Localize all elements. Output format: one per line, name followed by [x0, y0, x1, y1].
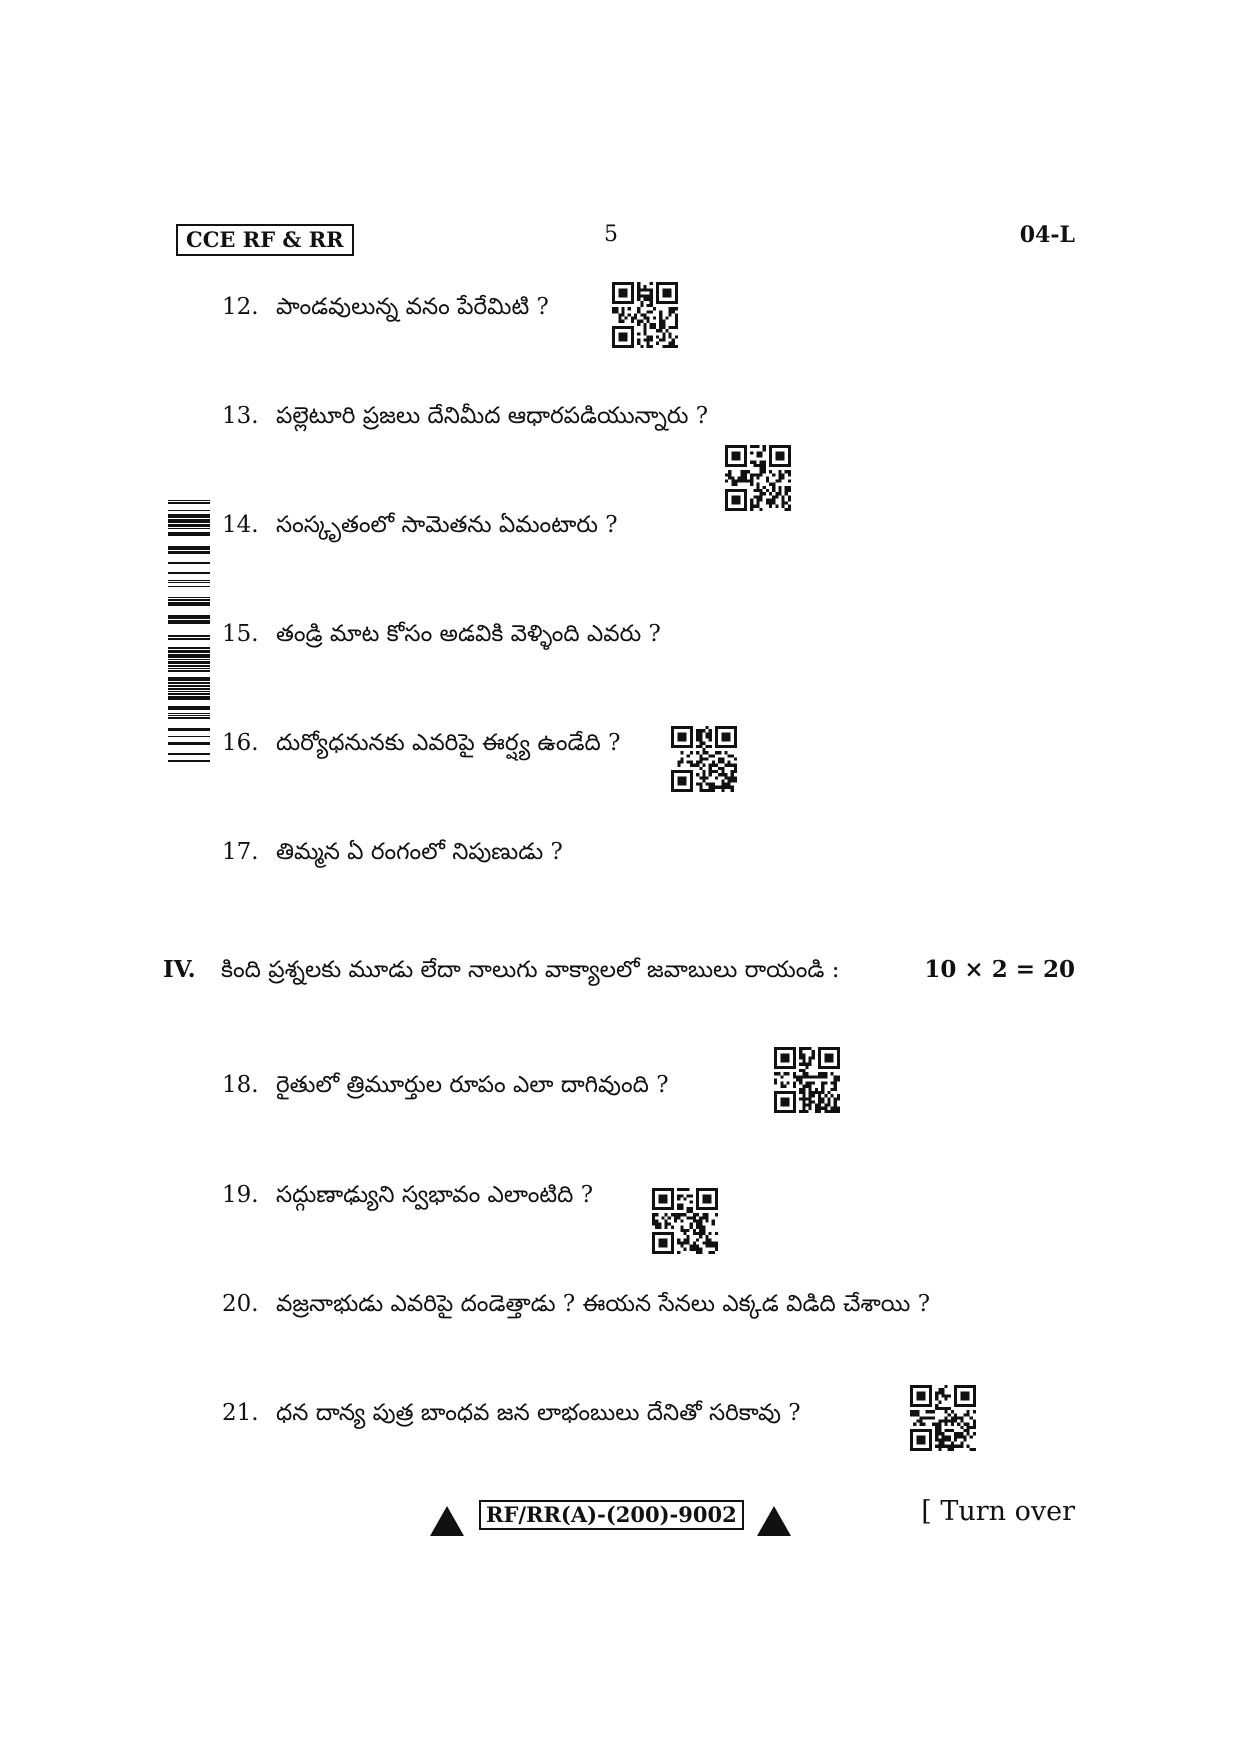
qr-code-icon [671, 724, 737, 794]
question-item [222, 1289, 930, 1319]
question-text: తిమ్మన ఏ రంగంలో నిపుణుడు ? [276, 839, 563, 865]
question-number: 18. [222, 1072, 259, 1098]
question-number: 21. [222, 1400, 259, 1426]
question-item [222, 1180, 593, 1210]
question-number: 13. [222, 403, 259, 429]
question-text: దుర్యోధనునకు ఎవరిపై ఈర్ష్య ఉండేది ? [276, 730, 621, 756]
question-number: 20. [222, 1291, 259, 1317]
question-item [222, 837, 563, 867]
question-number: 14. [222, 512, 259, 538]
question-number: 17. [222, 839, 259, 865]
question-item [222, 292, 549, 322]
question-text: వజ్రనాభుడు ఎవరిపై దండెత్తాడు ? ఈయన సేనలు ఎక్కడ విడిది చేశాయి ? [276, 1291, 931, 1317]
question-item [222, 619, 661, 649]
qr-code-icon [612, 280, 678, 350]
question-text: పల్లెటూరి ప్రజలు దేనిమీద ఆధారపడియున్నారు ? [276, 403, 709, 429]
question-number: 12. [222, 294, 259, 320]
question-number: 19. [222, 1182, 259, 1208]
question-number: 15. [222, 621, 259, 647]
section-marks: 10 × 2 = 20 [924, 956, 1075, 983]
triangle-marker-icon [757, 1506, 791, 1536]
footer-code: RF/RR(A)-(200)-9002 [479, 1500, 744, 1530]
question-item [222, 1070, 669, 1100]
qr-code-icon [652, 1186, 718, 1256]
question-text: తండ్రి మాట కోసం అడవికి వెళ్ళింది ఎవరు ? [276, 621, 661, 647]
header-left-code: CCE RF & RR [176, 224, 354, 256]
question-item [222, 1398, 801, 1428]
section-number: IV. [163, 956, 196, 983]
qr-code-icon [774, 1045, 840, 1115]
qr-code-icon [725, 443, 791, 513]
qr-code-icon [910, 1383, 976, 1453]
question-number: 16. [222, 730, 259, 756]
barcode-icon [168, 500, 210, 762]
question-item [222, 401, 708, 431]
question-text: ధన దాన్య పుత్ర బాంధవ జన లాభంబులు దేనితో సరికావు ? [276, 1400, 801, 1426]
page-number: 5 [604, 222, 618, 247]
question-text: పాండవులున్న వనం పేరేమిటి ? [276, 294, 549, 320]
question-text: సంస్కృతంలో సామెతను ఏమంటారు ? [276, 512, 618, 538]
question-text: రైతులో త్రిమూర్తుల రూపం ఎలా దాగివుంది ? [276, 1072, 669, 1098]
question-item [222, 510, 618, 540]
question-item [222, 728, 620, 758]
section-instruction: కింది ప్రశ్నలకు మూడు లేదా నాలుగు వాక్యాలలో జవాబులు రాయండి : [221, 957, 840, 983]
question-text: సద్గుణాఢ్యుని స్వభావం ఎలాంటిది ? [276, 1182, 594, 1208]
turn-over-note: [ Turn over [921, 1496, 1075, 1527]
section-heading [163, 955, 1075, 985]
triangle-marker-icon [430, 1506, 464, 1536]
paper-code: 04-L [1019, 222, 1075, 248]
